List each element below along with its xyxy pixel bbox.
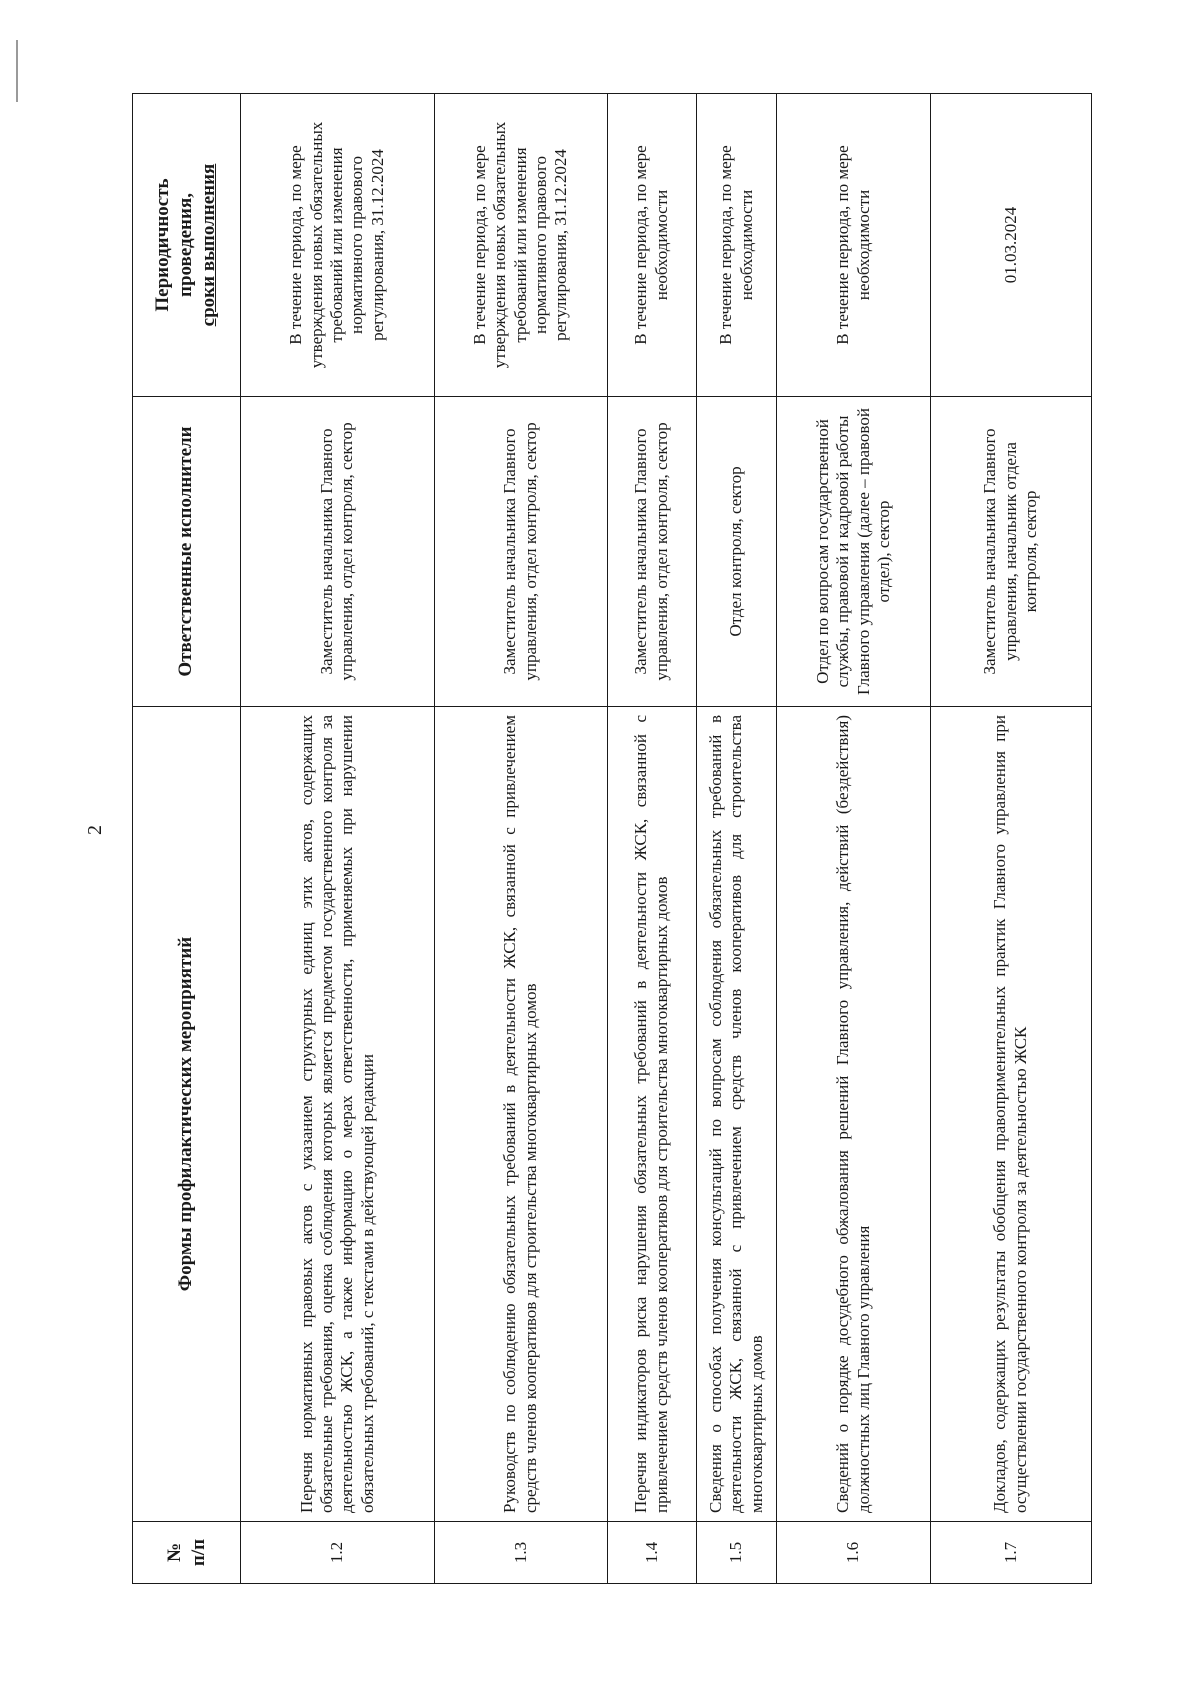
row-period: 01.03.2024 <box>930 94 1091 397</box>
row-number: 1.4 <box>608 1522 697 1584</box>
table-row <box>777 94 930 1584</box>
row-responsible: Заместитель начальника Главного управления, отдел контроля, сектор <box>434 397 607 707</box>
row-responsible: Отдел по вопросам государственной службы, правовой и кадровой работы Главного управления (далее – правовой отдел), сектор <box>777 397 930 707</box>
table-header-row <box>133 94 241 1584</box>
table-row <box>696 94 777 1584</box>
row-form: Сведения о способах получения консультаций по вопросам соблюдения обязательных требований в деятельности ЖСК, связанной с привлечением средств членов кооперативов для строительства многоквартирных домов <box>696 707 777 1522</box>
row-number: 1.2 <box>241 1522 435 1584</box>
page-number: 2 <box>84 825 106 835</box>
row-number: 1.7 <box>930 1522 1091 1584</box>
row-period: В течение периода, по мере утверждения новых обязательных требований или изменения нормативного правового регулирования, 31.12.2024 <box>434 94 607 397</box>
header-number <box>133 1522 241 1584</box>
header-period-line2: проведения, <box>175 193 197 297</box>
header-number-line1: № <box>163 1542 185 1563</box>
row-responsible: Заместитель начальника Главного управления, начальник отдела контроля, сектор <box>930 397 1091 707</box>
row-number: 1.6 <box>777 1522 930 1584</box>
measures-table-frame <box>132 94 1092 1584</box>
row-period: В течение периода, по мере необходимости <box>777 94 930 397</box>
row-number: 1.5 <box>696 1522 777 1584</box>
row-period: В течение периода, по мере необходимости <box>696 94 777 397</box>
row-form: Докладов, содержащих результаты обобщения правоприменительных практик Главного управления при осуществлении государственного контроля за деятельностью ЖСК <box>930 707 1091 1522</box>
table-row <box>434 94 607 1584</box>
row-responsible: Заместитель начальника Главного управления, отдел контроля, сектор <box>608 397 697 707</box>
header-period-line3: сроки выполнения <box>197 163 219 327</box>
header-period <box>133 94 241 397</box>
row-form: Перечня индикаторов риска нарушения обязательных требований в деятельности ЖСК, связанной с привлечением средств членов кооперативов для строительства многоквартирных домов <box>608 707 697 1522</box>
row-form: Сведений о порядке досудебного обжалования решений Главного управления, действий (бездействия) должностных лиц Главного управления <box>777 707 930 1522</box>
header-number-line2: п/п <box>187 1538 209 1567</box>
row-period: В течение периода, по мере утверждения новых обязательных требований или изменения нормативного правового регулирования, 31.12.2024 <box>241 94 435 397</box>
table-row <box>608 94 697 1584</box>
header-period-line1: Периодичность <box>152 178 174 312</box>
row-form: Руководств по соблюдению обязательных требований в деятельности ЖСК, связанной с привлечением средств членов кооперативов для строительства многоквартирных домов <box>434 707 607 1522</box>
row-number: 1.3 <box>434 1522 607 1584</box>
table-row <box>241 94 435 1584</box>
row-responsible: Отдел контроля, сектор <box>696 397 777 707</box>
header-responsible: Ответственные исполнители <box>133 397 241 707</box>
header-forms: Формы профилактических мероприятий <box>133 707 241 1522</box>
preventive-measures-table <box>132 93 1092 1584</box>
row-responsible: Заместитель начальника Главного управления, отдел контроля, сектор <box>241 397 435 707</box>
row-period: В течение периода, по мере необходимости <box>608 94 697 397</box>
scan-edge-mark <box>16 40 18 102</box>
row-form: Перечня нормативных правовых актов с указанием структурных единиц этих актов, содержащих обязательные требования, оценка соблюдения которых является предметом государственного контроля за деятельностью ЖСК, а также информацию о мерах ответственности, применяемых при нарушении обязательных требований, с текстами в действующей редакции <box>241 707 435 1522</box>
table-row <box>930 94 1091 1584</box>
